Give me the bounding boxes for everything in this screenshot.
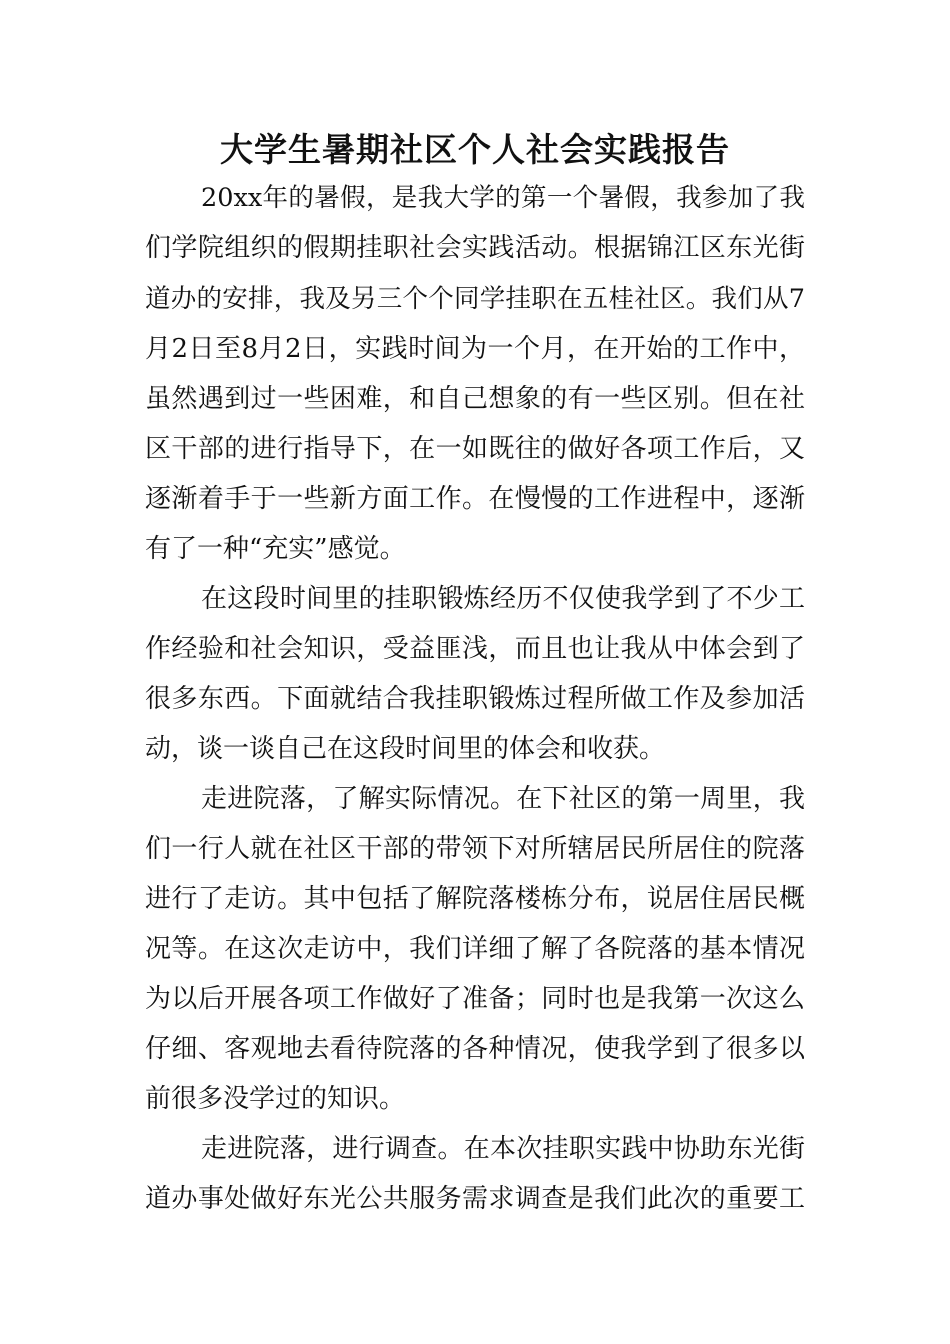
text-line: 月2日至8月2日，实践时间为一个月，在开始的工作中， (145, 334, 805, 364)
document-title: 大学生暑期社区个人社会实践报告 (220, 130, 730, 169)
text-line: 道办的安排，我及另三个个同学挂职在五桂社区。我们从7 (145, 284, 805, 314)
text-line: 况等。在这次走访中，我们详细了解了各院落的基本情况 (145, 934, 805, 964)
text-line: 20xx年的暑假，是我大学的第一个暑假，我参加了我 (201, 183, 805, 213)
text-line: 为以后开展各项工作做好了准备；同时也是我第一次这么 (145, 984, 805, 1014)
text-line: 们一行人就在社区干部的带领下对所辖居民所居住的院落 (145, 834, 805, 864)
text-line: 区干部的进行指导下，在一如既往的做好各项工作后，又 (145, 434, 805, 464)
text-line: 动，谈一谈自己在这段时间里的体会和收获。 (145, 734, 666, 764)
text-line: 逐渐着手于一些新方面工作。在慢慢的工作进程中，逐渐 (145, 484, 805, 514)
text-line: 走进院落，了解实际情况。在下社区的第一周里，我 (201, 784, 805, 814)
text-line: 们学院组织的假期挂职社会实践活动。根据锦江区东光街 (145, 233, 805, 263)
text-line: 前很多没学过的知识。 (145, 1084, 406, 1114)
text-line: 在这段时间里的挂职锻炼经历不仅使我学到了不少工 (201, 584, 805, 614)
text-line: 很多东西。下面就结合我挂职锻炼过程所做工作及参加活 (145, 684, 805, 714)
text-line: 有了一种“充实”感觉。 (145, 534, 406, 564)
text-line: 进行了走访。其中包括了解院落楼栋分布，说居住居民概 (145, 884, 805, 914)
text-line: 走进院落，进行调查。在本次挂职实践中协助东光街 (201, 1134, 805, 1164)
text-line: 道办事处做好东光公共服务需求调查是我们此次的重要工 (145, 1184, 805, 1214)
text-line: 仔细、客观地去看待院落的各种情况，使我学到了很多以 (145, 1034, 805, 1064)
text-line: 作经验和社会知识，受益匪浅，而且也让我从中体会到了 (145, 634, 805, 664)
text-line: 虽然遇到过一些困难，和自己想象的有一些区别。但在社 (145, 384, 805, 414)
